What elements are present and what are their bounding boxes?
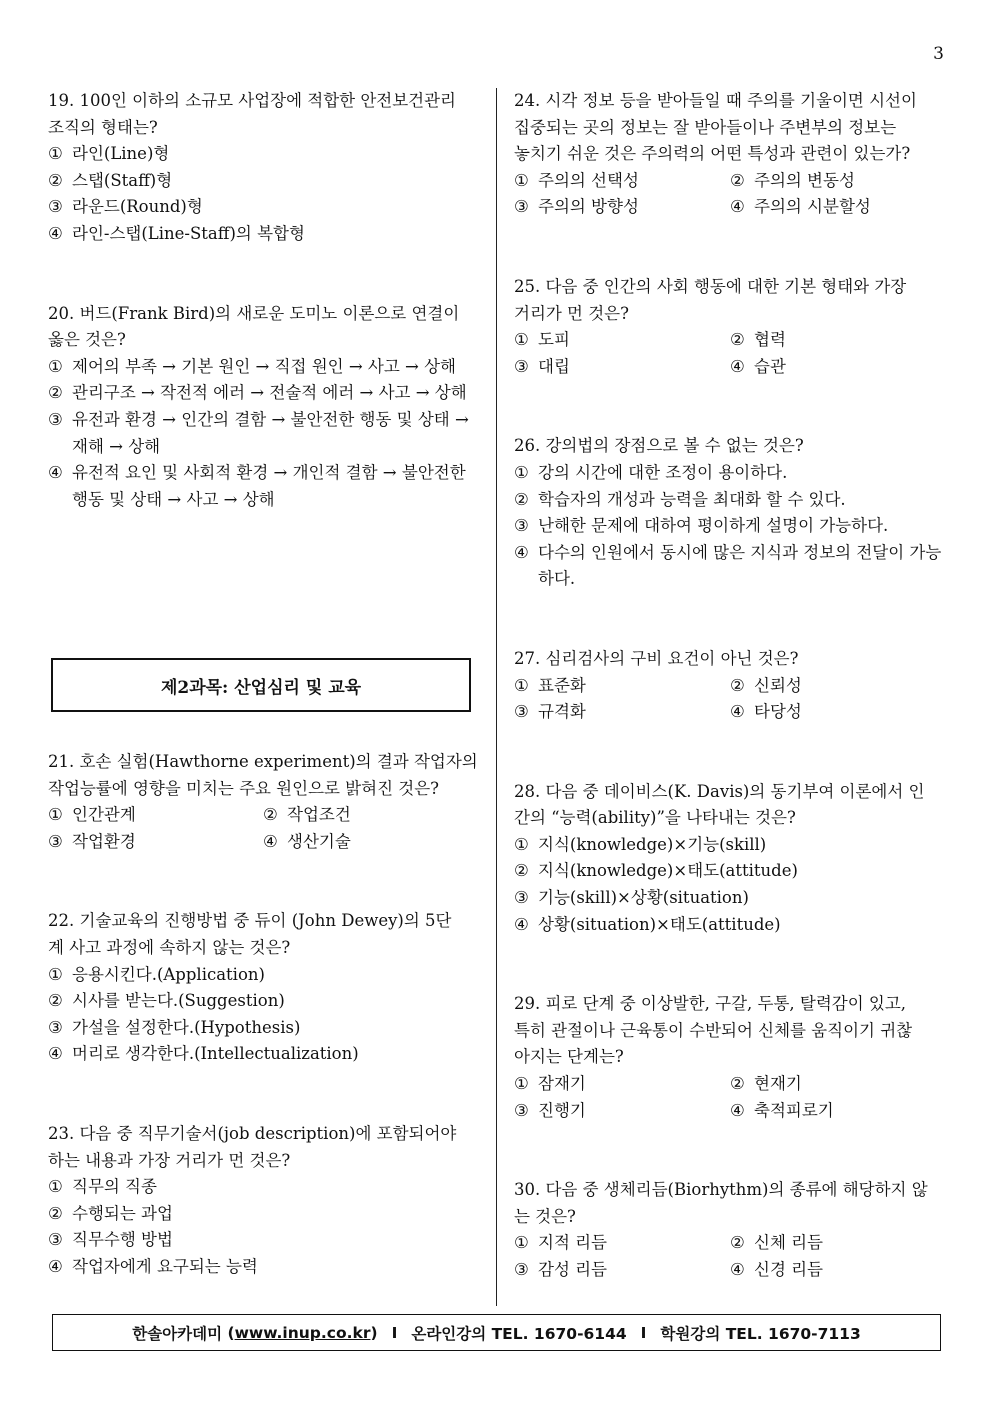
question-24-text: 24. 시각 정보 등을 받아들일 때 주의를 기울이면 시선이 집중되는 곳의 정보는 잘 받아들이나 주변부의 정보는 놓치기 쉬운 것은 주의력의 어떤 특성과 관련이 있는가? bbox=[514, 91, 917, 164]
footer-online-tel: 온라인강의 TEL. 1670-6144 bbox=[411, 1324, 627, 1343]
q19-option-2: ② 스탭(Staff)형 bbox=[48, 170, 173, 190]
question-22 bbox=[48, 908, 478, 1068]
question-19-text: 19. 100인 이하의 소규모 사업장에 적합한 안전보건관리 조직의 형태는? bbox=[48, 91, 456, 137]
q25-option-1: ① 도피 bbox=[514, 330, 570, 350]
question-27 bbox=[514, 646, 946, 726]
q24-option-1: ① 주의의 선택성 bbox=[514, 170, 639, 190]
q24-option-2: ② 주의의 변동성 bbox=[730, 170, 855, 190]
question-21-text: 21. 호손 실험(Hawthorne experiment)의 결과 작업자의 작업능률에 영향을 미치는 주요 원인으로 밝혀진 것은? bbox=[48, 752, 478, 798]
question-20 bbox=[48, 301, 478, 514]
q26-option-3: ③ 난해한 문제에 대하여 평이하게 설명이 가능하다. bbox=[514, 516, 889, 536]
q28-option-1: ① 지식(knowledge)×기능(skill) bbox=[514, 834, 767, 854]
q19-option-3: ③ 라운드(Round)형 bbox=[48, 197, 203, 217]
q20-option-2: ② 관리구조 → 작전적 에러 → 전술적 에러 → 사고 → 상해 bbox=[48, 383, 467, 403]
footer-offline-tel: 학원강의 TEL. 1670-7113 bbox=[660, 1324, 861, 1343]
q22-option-4: ④ 머리로 생각한다.(Intellectualization) bbox=[48, 1044, 359, 1064]
left-column-lower bbox=[48, 749, 478, 1281]
q30-option-4: ④ 신경 리듬 bbox=[730, 1260, 824, 1279]
q25-option-3: ③ 대립 bbox=[514, 356, 570, 376]
question-30-text: 30. 다음 중 생체리듬(Biorhythm)의 종류에 해당하지 않 는 것은? bbox=[514, 1180, 928, 1226]
q26-option-1: ① 강의 시간에 대한 조정이 용이하다. bbox=[514, 462, 788, 482]
q22-option-3: ③ 가설을 설정한다.(Hypothesis) bbox=[48, 1017, 301, 1037]
left-column bbox=[48, 88, 478, 513]
q23-option-4: ④ 작업자에게 요구되는 능력 bbox=[48, 1256, 258, 1276]
q23-option-2: ② 수행되는 과업 bbox=[48, 1203, 173, 1223]
footer-separator: I bbox=[391, 1323, 398, 1342]
q21-option-3: ③ 작업환경 bbox=[48, 831, 136, 851]
question-30 bbox=[514, 1177, 946, 1283]
q24-option-3: ③ 주의의 방향성 bbox=[514, 197, 639, 217]
q19-option-4: ④ 라인-스탭(Line-Staff)의 복합형 bbox=[48, 223, 305, 243]
question-29 bbox=[514, 991, 946, 1124]
q20-option-3: ③ 유전과 환경 → 인간의 결함 → 불안전한 행동 및 상태 → 재해 → 상해 bbox=[48, 409, 469, 456]
question-19 bbox=[48, 88, 478, 248]
q26-option-2: ② 학습자의 개성과 능력을 최대화 할 수 있다. bbox=[514, 489, 846, 509]
question-26 bbox=[514, 433, 946, 593]
q20-option-4: ④ 유전적 요인 및 사회적 환경 → 개인적 결함 → 불안전한 행동 및 상태 → 사고 → 상해 bbox=[48, 463, 466, 509]
q27-option-1: ① 표준화 bbox=[514, 675, 586, 695]
question-25-text: 25. 다음 중 인간의 사회 행동에 대한 기본 형태와 가장 거리가 먼 것은? bbox=[514, 276, 907, 323]
page-number: 3 bbox=[933, 44, 944, 64]
footer-url-link[interactable]: www.inup.co.kr bbox=[234, 1323, 371, 1342]
q29-option-4: ④ 축적피로기 bbox=[730, 1100, 834, 1120]
q25-option-4: ④ 습관 bbox=[730, 356, 786, 376]
question-28-text: 28. 다음 중 데이비스(K. Davis)의 동기부여 이론에서 인 간의 “능력(ability)”을 나타내는 것은? bbox=[514, 781, 925, 828]
question-21 bbox=[48, 749, 478, 855]
q22-option-1: ① 응용시킨다.(Application) bbox=[48, 964, 265, 984]
footer-separator: I bbox=[640, 1323, 647, 1342]
question-24 bbox=[514, 88, 946, 221]
q27-option-4: ④ 타당성 bbox=[730, 702, 802, 722]
q25-option-2: ② 협력 bbox=[730, 330, 786, 350]
q24-option-4: ④ 주의의 시분할성 bbox=[730, 197, 871, 217]
column-divider bbox=[496, 88, 497, 1306]
question-23 bbox=[48, 1121, 478, 1281]
q29-option-1: ① 잠재기 bbox=[514, 1074, 586, 1094]
q27-option-2: ② 신뢰성 bbox=[730, 675, 802, 695]
question-28 bbox=[514, 779, 946, 939]
q28-option-2: ② 지식(knowledge)×태도(attitude) bbox=[514, 861, 798, 881]
q23-option-3: ③ 직무수행 방법 bbox=[48, 1230, 173, 1250]
footer-bar: 한솔아카데미 ( www.inup.co.kr ) I 온라인강의 TEL. 1670-6144 I 학원강의 TEL. 1670-7113 bbox=[52, 1314, 941, 1351]
question-20-text: 20. 버드(Frank Bird)의 새로운 도미노 이론으로 연결이 옳은 것은? bbox=[48, 303, 460, 350]
q21-option-4: ④ 생산기술 bbox=[263, 831, 351, 851]
q30-option-3: ③ 감성 리듬 bbox=[514, 1260, 608, 1279]
section-title: 제2과목: 산업심리 및 교육 bbox=[160, 677, 362, 698]
q21-option-1: ① 인간관계 bbox=[48, 805, 136, 825]
question-23-text: 23. 다음 중 직무기술서(job description)에 포함되어야 하는 내용과 가장 거리가 먼 것은? bbox=[48, 1123, 457, 1170]
section-title-box bbox=[51, 658, 471, 712]
q27-option-3: ③ 규격화 bbox=[514, 702, 586, 722]
q26-option-4: ④ 다수의 인원에서 동시에 많은 지식과 정보의 전달이 가능하다. bbox=[514, 542, 942, 589]
q29-option-2: ② 현재기 bbox=[730, 1074, 802, 1094]
question-25 bbox=[514, 274, 946, 380]
question-22-text: 22. 기술교육의 진행방법 중 듀이 (John Dewey)의 5단 계 사고 과정에 속하지 않는 것은? bbox=[48, 911, 452, 957]
q22-option-2: ② 시사를 받는다.(Suggestion) bbox=[48, 991, 285, 1011]
q30-option-2: ② 신체 리듬 bbox=[730, 1233, 824, 1253]
q20-option-1: ① 제어의 부족 → 기본 원인 → 직접 원인 → 사고 → 상해 bbox=[48, 356, 456, 376]
q23-option-1: ① 직무의 직종 bbox=[48, 1177, 157, 1197]
q29-option-3: ③ 진행기 bbox=[514, 1100, 586, 1120]
q21-option-2: ② 작업조건 bbox=[263, 805, 351, 825]
footer-academy: 한솔아카데미 bbox=[132, 1324, 223, 1343]
q28-option-4: ④ 상황(situation)×태도(attitude) bbox=[514, 914, 781, 934]
question-27-text: 27. 심리검사의 구비 요건이 아닌 것은? bbox=[514, 648, 799, 668]
q30-option-1: ① 지적 리듬 bbox=[514, 1233, 608, 1253]
q19-option-1: ① 라인(Line)형 bbox=[48, 144, 170, 164]
right-column bbox=[514, 88, 946, 1284]
q28-option-3: ③ 기능(skill)×상황(situation) bbox=[514, 888, 749, 908]
question-26-text: 26. 강의법의 장점으로 볼 수 없는 것은? bbox=[514, 436, 804, 456]
question-29-text: 29. 피로 단계 중 이상발한, 구갈, 두통, 탈력감이 있고, 특히 관절이나 근육통이 수반되어 신체를 움직이기 귀찮 아지는 단계는? bbox=[514, 994, 913, 1067]
